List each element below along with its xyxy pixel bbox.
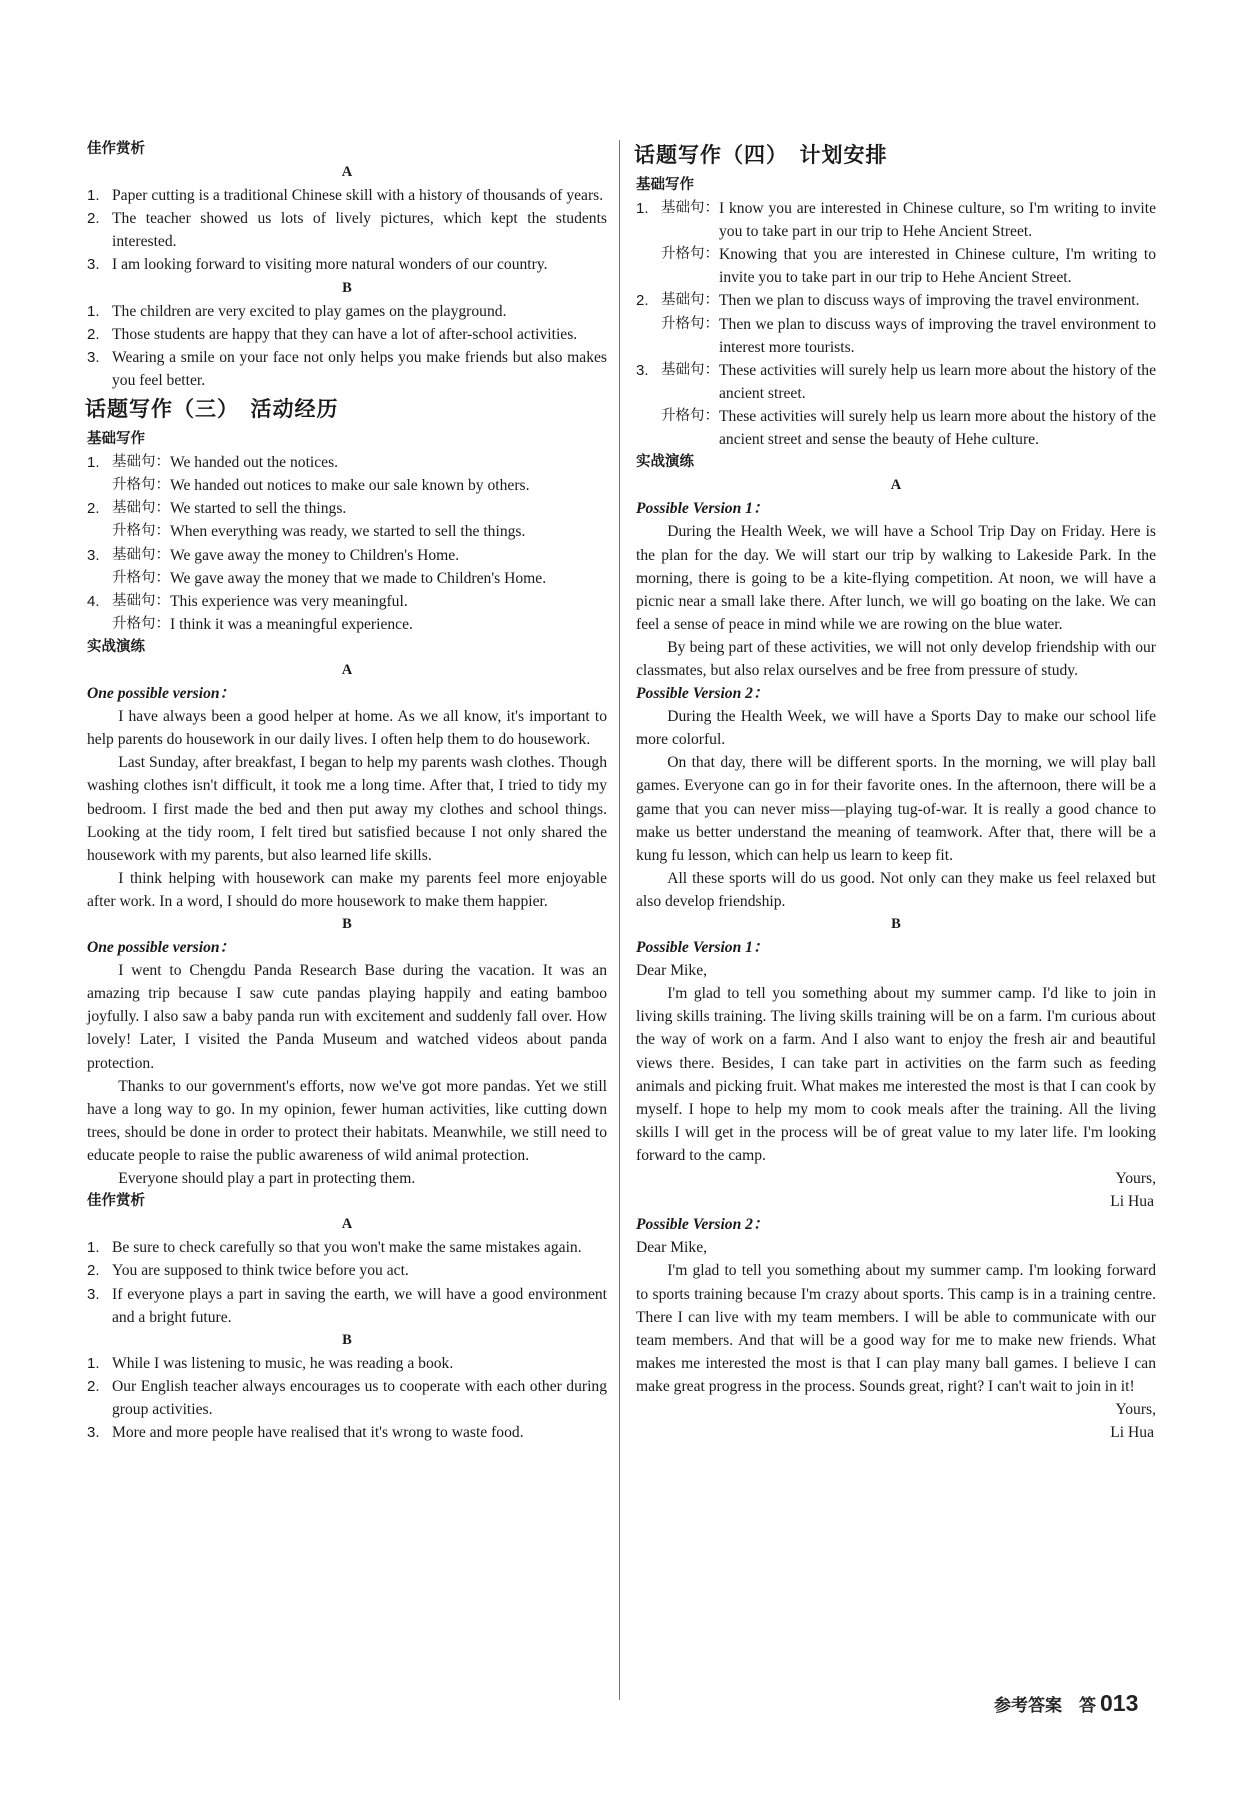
sentence-pair: 1. 基础句： We handed out the notices. 升格句： We handed out notices to make our sale known by others.: [87, 454, 530, 495]
part-a-label: A: [890, 477, 902, 494]
sentence-pair: 4. 基础句： This experience was very meaningful. 升格句： I think it was a meaningful experience.: [87, 592, 413, 633]
part-b-label: B: [342, 916, 352, 932]
section-title-practice: 实战演练: [636, 454, 694, 471]
essay-paragraph: I have always been a good helper at home. As we all know, it's important to help parents do housework in our daily lives. I often help them to do housework.: [87, 708, 607, 749]
sentence-pair: 3. 基础句： These activities will surely help us learn more about the history of the ancient street. 升格句： These activities will surely help us learn more about the history of the ancient street and sense the beauty of Hehe culture.: [636, 361, 1156, 449]
list-item: 1. The children are very excited to play games on the playground.: [87, 302, 507, 320]
topic-heading-3: 话题写作（三） 活动经历: [85, 397, 339, 422]
part-b-label: B: [891, 916, 901, 932]
list-item: 1. Be sure to check carefully so that you won't make the same mistakes again.: [87, 1239, 582, 1257]
list-item: 2. Those students are happy that they can have a lot of after-school activities.: [87, 325, 578, 343]
list-item: 1. Paper cutting is a traditional Chinese skill with a history of thousands of years.: [87, 187, 604, 205]
letter-greeting: Dear Mike,: [636, 962, 708, 980]
sentence-pair: 3. 基础句： We gave away the money to Children's Home. 升格句： We gave away the money that we made to Children's Home.: [87, 546, 547, 587]
page-number: 013: [1100, 1690, 1139, 1716]
letter-closing: Yours,: [1115, 1170, 1156, 1188]
essay-paragraph: Thanks to our government's efforts, now we've got more pandas. Yet we still have a long way to go. In my opinion, fewer human activities, like cutting down trees, should be done in order to protect their habitats. Meanwhile, we still need to educate people to raise the public awareness of wild animal protection.: [87, 1077, 607, 1164]
letter-body: I'm glad to tell you something about my summer camp. I'd like to join in living skills training. The living skills training will be on a farm. I'm curious about the way of work on a farm. And I also want to enjoy the fresh air and beautiful views there. Besides, I can take part in activities on the farm such as feeding animals and picking fruit. What makes me interested the most is that I can cook by myself. I hope to help my mom to cook meals after the training. All the living skills I will get in the process will be of great value to my later life. I'm looking forward to the camp.: [636, 985, 1156, 1164]
version-label: Possible Version 1：: [636, 939, 769, 957]
list-item: 3. I am looking forward to visiting more natural wonders of our country.: [87, 256, 548, 274]
list-item: 3. Wearing a smile on your face not only helps you make friends but also makes you feel better.: [87, 348, 607, 389]
left-column: [87, 138, 607, 1444]
part-b-label: B: [342, 279, 352, 296]
section-title-appreciation: 佳作赏析: [87, 141, 145, 157]
letter-signature: Li Hua: [1110, 1193, 1154, 1211]
essay-paragraph: Everyone should play a part in protecting them.: [118, 1170, 416, 1188]
letter-closing: Yours,: [1115, 1400, 1156, 1418]
right-column: [636, 138, 1156, 1444]
part-a-label: A: [341, 164, 353, 181]
essay-paragraph: All these sports will do us good. Not only can they make us feel relaxed but also develop friendship.: [636, 869, 1156, 910]
list-item: 2. Our English teacher always encourages us to cooperate with each other during group activities.: [87, 1377, 607, 1418]
essay-paragraph: During the Health Week, we will have a School Trip Day on Friday. Here is the plan for the day. We will start our trip by walking to Lakeside Park. In the morning, there is going to be a kite-flying competition. At noon, we will have a picnic near a small lake there. After lunch, we will go boating on the lake. We can feel a sense of peace in mind while we are rowing on the blue water.: [636, 523, 1156, 633]
list-item: 3. If everyone plays a part in saving the earth, we will have a good environment and a bright future.: [87, 1285, 607, 1326]
essay-paragraph: During the Health Week, we will have a Sports Day to make our school life more colorful.: [636, 708, 1156, 749]
version-label: One possible version：: [87, 939, 236, 957]
list-item: 2. The teacher showed us lots of lively pictures, which kept the students interested.: [87, 210, 607, 251]
letter-greeting: Dear Mike,: [636, 1239, 708, 1257]
essay-paragraph: By being part of these activities, we will not only develop friendship with our classmates, but also relax ourselves and be free from pressure of study.: [636, 638, 1156, 679]
essay-paragraph: I went to Chengdu Panda Research Base during the vacation. It was an amazing trip because I saw cute pandas playing happily and eating bamboo joyfully. I also saw a baby panda run with excitement and suddenly fall over. How lovely! Later, I visited the Panda Museum and watched videos about panda protection.: [87, 962, 607, 1072]
list-item: 2. You are supposed to think twice before you act.: [87, 1262, 409, 1280]
essay-paragraph: On that day, there will be different sports. In the morning, we will play ball games. Everyone can go in for their favorite ones. In the afternoon, there will be a game that you can never miss—playing tug-of-war. It is really a good chance to make us better understand the meaning of teamwork. After that, there will be a kung fu lesson, which can help us learn to keep fit.: [636, 754, 1156, 864]
list-item: 1. While I was listening to music, he was reading a book.: [87, 1354, 454, 1372]
version-label: Possible Version 1：: [636, 500, 769, 518]
version-label: One possible version：: [87, 685, 236, 703]
part-a-label: A: [341, 661, 353, 678]
letter-signature: Li Hua: [1110, 1424, 1154, 1442]
essay-paragraph: Last Sunday, after breakfast, I began to help my parents wash clothes. Though washing clothes isn't difficult, it took me a long time. After that, I tried to tidy my bedroom. I first made the bed and then put away my clothes and school things. Looking at the tidy room, I felt tired but satisfied because I not only shared the housework with my parents, but also learned life skills.: [87, 754, 607, 864]
list-item: 3. More and more people have realised that it's wrong to waste food.: [87, 1424, 524, 1442]
column-divider: [619, 140, 620, 1700]
essay-paragraph: I think helping with housework can make my parents feel more enjoyable after work. In a word, I should do more housework to make them happier.: [87, 869, 607, 910]
part-b-label: B: [342, 1331, 352, 1348]
letter-body: I'm glad to tell you something about my summer camp. I'm looking forward to sports training because I'm crazy about sports. This camp is in a training centre. There I can live with my team members. I will be able to communicate with our team members. And that will be a good way for me to make new friends. What makes me interested the most is that I can play many ball games. I believe I can make great progress in the process. Sounds great, right? I can't wait to join in it!: [636, 1262, 1156, 1395]
version-label: Possible Version 2：: [636, 685, 769, 703]
section-title-practice: 实战演练: [87, 638, 145, 655]
version-label: Possible Version 2：: [636, 1216, 769, 1234]
part-a-label: A: [341, 1216, 353, 1233]
section-title-appreciation: 佳作赏析: [87, 1193, 145, 1210]
sentence-pair: 2. 基础句： We started to sell the things. 升格句： When everything was ready, we started to sell the things.: [87, 500, 526, 541]
footer-label: 参考答案 答: [994, 1696, 1096, 1716]
section-title-basic-writing: 基础写作: [636, 177, 694, 193]
sentence-pair: 1. 基础句： I know you are interested in Chinese culture, so I'm writing to invite you to take part in our trip to Hehe Ancient Street. 升格句： Knowing that you are interested in Chinese culture, I'm writing to invite you to take part in our trip to Hehe Ancient Street.: [636, 200, 1156, 287]
sentence-pair: 2. 基础句： Then we plan to discuss ways of improving the travel environment. 升格句： Then we plan to discuss ways of improving the travel environment to interest more tourists.: [636, 292, 1156, 356]
section-title-basic-writing: 基础写作: [87, 431, 145, 448]
page-footer: [994, 1690, 1138, 1717]
topic-heading-4: 话题写作（四） 计划安排: [634, 143, 888, 167]
